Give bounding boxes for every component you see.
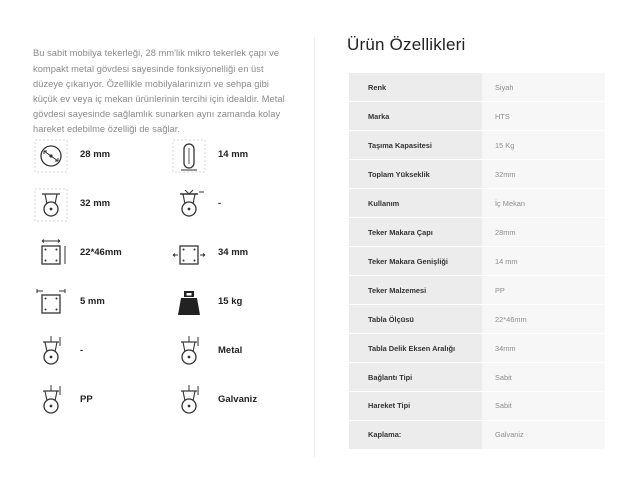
table-row [349, 391, 605, 420]
body-material-icon [171, 334, 207, 370]
feature-label: 5 mm [80, 296, 105, 307]
table-row [349, 218, 605, 247]
wheel-material-icon [33, 383, 69, 419]
spec-value: 15 Kg [482, 131, 605, 160]
spec-key: Marka [349, 102, 482, 131]
wheel-width-icon [171, 138, 207, 174]
table-row [349, 102, 605, 131]
feature-label: Galvaniz [218, 394, 258, 405]
load-weight-icon [171, 285, 207, 321]
total-height-icon [33, 187, 69, 223]
feature-label: Metal [218, 345, 243, 356]
table-row [349, 276, 605, 305]
feature-label: PP [80, 394, 93, 405]
spec-value: 28mm [482, 218, 605, 247]
spec-key: Teker Malzemesi [349, 276, 482, 305]
feature-label: 28 mm [80, 149, 111, 160]
spec-key: Toplam Yükseklik [349, 160, 482, 189]
spec-key: Teker Makara Genişliği [349, 247, 482, 276]
spec-key: Bağlantı Tipi [349, 363, 482, 392]
spec-key: Kaplama: [349, 420, 482, 449]
plate-offset-icon [33, 285, 69, 321]
feature-body-material [171, 334, 301, 370]
feature-hole-spacing [171, 236, 301, 272]
feature-label: 22*46mm [80, 247, 122, 258]
spec-value: Sabit [482, 391, 605, 420]
feature-plate-offset [33, 285, 163, 321]
feature-label: 14 mm [218, 149, 249, 160]
feature-total-height [33, 187, 163, 223]
spec-table [349, 73, 605, 450]
table-row [349, 73, 605, 102]
feature-label: 15 kg [218, 296, 243, 307]
feature-label: 34 mm [218, 247, 249, 258]
table-row [349, 247, 605, 276]
spec-value: 22*46mm [482, 305, 605, 334]
feature-load-weight [171, 285, 301, 321]
table-row [349, 131, 605, 160]
spec-key: Hareket Tipi [349, 391, 482, 420]
feature-label: 32 mm [80, 198, 111, 209]
spec-value: Siyah [482, 73, 605, 102]
feature-label: - [218, 198, 222, 209]
feature-plate-size [33, 236, 163, 272]
wheel-diameter-icon [33, 138, 69, 174]
feature-coating [171, 383, 301, 419]
spec-title: Ürün Özellikleri [347, 35, 466, 54]
product-description: Bu sabit mobilya tekerleği, 28 mm'lik mikro tekerlek çapı ve kompakt metal gövdesi sayesinde fonksiyonelliği en üst düzeye çıkarıyor. Özellikle mobilyalarınızın ve sehpa gibi küçük ev veya iç mekan ürünlerinin tercihi için idealdir. Metal gövdesi sayesinde sağlamlık sunarken aynı zamanda kolay hareket edebilme özelliği de sağlar. [33, 48, 285, 135]
feature-wheel-material [33, 383, 163, 419]
spec-key: Taşıma Kapasitesi [349, 131, 482, 160]
feature-wheel-diameter [33, 138, 163, 174]
spec-key: Tabla Delik Eksen Aralığı [349, 334, 482, 363]
feature-bearing [171, 187, 301, 223]
feature-label: - [80, 345, 84, 356]
spec-value: Sabit [482, 363, 605, 392]
hole-spacing-icon [171, 236, 207, 272]
spec-value: 32mm [482, 160, 605, 189]
spec-value: 14 mm [482, 247, 605, 276]
spec-value: Galvaniz [482, 420, 605, 449]
plate-size-icon [33, 236, 69, 272]
spec-key: Renk [349, 73, 482, 102]
spec-value: İç Mekan [482, 189, 605, 218]
table-row [349, 305, 605, 334]
feature-wheel-width [171, 138, 301, 174]
table-row [349, 363, 605, 392]
spec-key: Teker Makara Çapı [349, 218, 482, 247]
coating-icon [171, 383, 207, 419]
feature-brake-type [33, 334, 163, 370]
table-row [349, 160, 605, 189]
spec-key: Kullanım [349, 189, 482, 218]
table-row [349, 420, 605, 449]
spec-value: PP [482, 276, 605, 305]
column-divider [314, 37, 315, 457]
spec-key: Tabla Ölçüsü [349, 305, 482, 334]
spec-value: HTS [482, 102, 605, 131]
table-row [349, 334, 605, 363]
brake-type-icon [33, 334, 69, 370]
table-row [349, 189, 605, 218]
spec-value: 34mm [482, 334, 605, 363]
bearing-icon [171, 187, 207, 223]
